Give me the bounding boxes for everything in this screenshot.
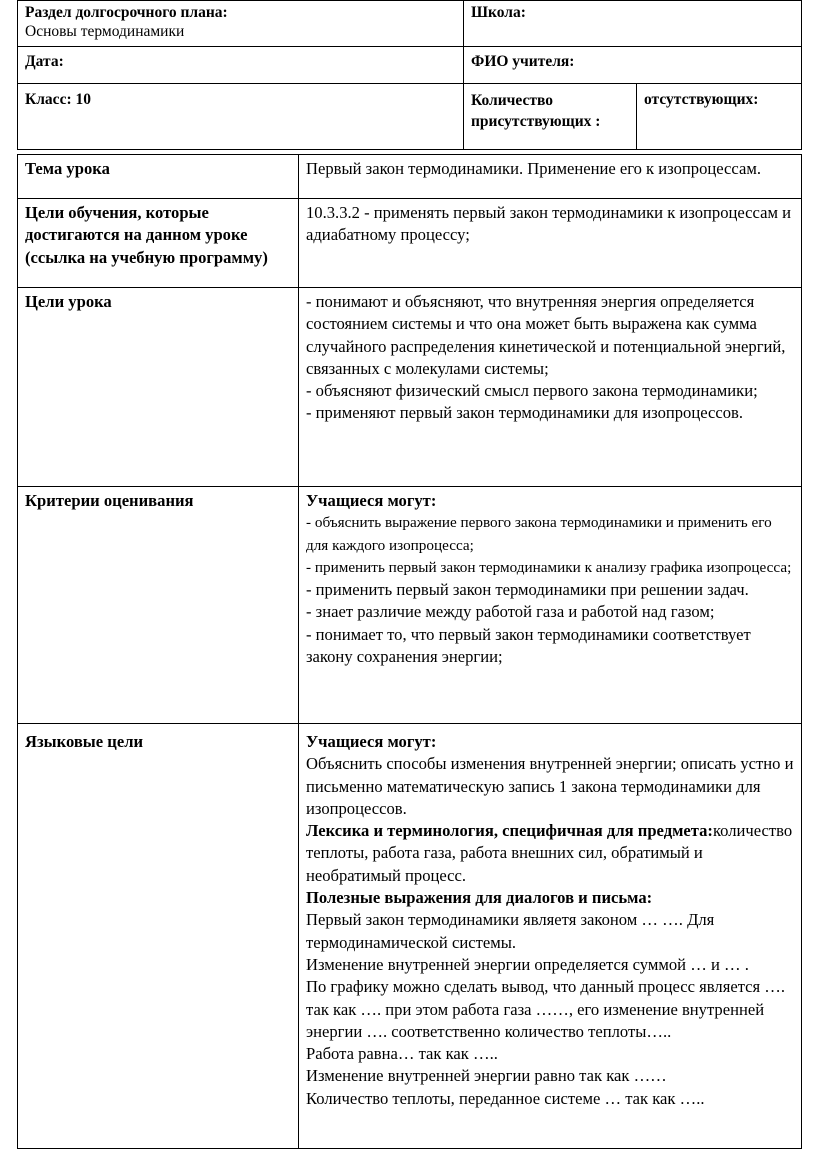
school-label: Школа: <box>471 4 526 21</box>
absent-label: отсутствующих: <box>644 91 759 108</box>
criteria-item: - применить первый закон термодинамики к анализу графика изопроцесса; <box>306 558 792 576</box>
date-label: Дата: <box>25 53 64 70</box>
section-cell <box>18 1 464 47</box>
objectives-label: Цели обучения, которые достигаются на данном уроке (ссылка на учебную программу) <box>18 199 299 288</box>
lesson-goals-row <box>18 288 802 487</box>
goal-item: - объясняют физический смысл первого закона термодинамики; <box>306 381 758 401</box>
criteria-label: Критерии оценивания <box>18 487 299 724</box>
criteria-value <box>299 487 802 724</box>
section-label: Раздел долгосрочного плана: <box>25 4 228 21</box>
goal-item: - применяют первый закон термодинамики для изопроцессов. <box>306 403 744 423</box>
language-value <box>299 724 802 1149</box>
topic-row <box>18 155 802 199</box>
vocab-heading: Лексика и терминология, специфичная для предмета: <box>306 821 713 841</box>
class-cell <box>18 84 464 150</box>
criteria-item: - понимает то, что первый закон термодинамики соответствует закону сохранения энергии; <box>306 624 751 666</box>
phrase-item: Изменение внутренней энергии равно так как …… <box>306 1066 667 1086</box>
school-cell <box>464 1 802 47</box>
criteria-heading: Учащиеся могут: <box>306 491 437 510</box>
criteria-item: - применить первый закон термодинамики при решении задач. <box>306 579 749 599</box>
phrase-item: По графику можно сделать вывод, что данный процесс является …. так как …. при этом работа газа ……, его изменение внутренней энергии …. соответственно количество теплоты….. <box>306 977 786 1041</box>
phrases-heading: Полезные выражения для диалогов и письма: <box>306 888 653 908</box>
language-heading: Учащиеся могут: <box>306 732 437 751</box>
class-label: Класс: 10 <box>25 91 91 108</box>
criteria-item: - объяснить выражение первого закона термодинамики и применить его для каждого изопроцесса; <box>306 514 772 554</box>
lesson-goals-label: Цели урока <box>18 288 299 487</box>
topic-value: Первый закон термодинамики. Применение его к изопроцессам. <box>299 155 802 199</box>
goal-item: - понимают и объясняют, что внутренняя энергия определяется состоянием системы и что она может быть выражена как сумма случайного распределения кинетической и потенциальной энергий, связанных с молекулами системы; <box>306 292 786 378</box>
present-label: Количество присутствующих : <box>471 92 601 130</box>
phrase-item: Работа равна… так как ….. <box>306 1044 498 1064</box>
objectives-value: 10.3.3.2 - применять первый закон термодинамики к изопроцессам и адиабатному процессу; <box>299 199 802 288</box>
header-table <box>17 0 802 150</box>
objectives-row <box>18 199 802 288</box>
language-row <box>18 724 802 1149</box>
phrase-item: Изменение внутренней энергии определяется суммой … и … . <box>306 954 749 974</box>
vocab-text: количество теплоты, работа газа, работа внешних сил, обратимый и необратимый процесс. <box>306 821 793 885</box>
topic-label: Тема урока <box>18 155 299 199</box>
teacher-label: ФИО учителя: <box>471 53 575 70</box>
date-cell <box>18 47 464 84</box>
criteria-item: - знает различие между работой газа и работой над газом; <box>306 602 715 622</box>
criteria-row <box>18 487 802 724</box>
language-label: Языковые цели <box>18 724 299 1149</box>
phrase-item: Количество теплоты, переданное системе … так как ….. <box>306 1088 705 1108</box>
present-cell <box>464 84 637 150</box>
lesson-details-table <box>17 154 802 1149</box>
lesson-goals-value <box>299 288 802 487</box>
language-intro: Объяснить способы изменения внутренней энергии; описать устно и письменно математическую запись 1 закона термодинамики для изопроцессов. <box>306 754 794 818</box>
phrase-item: Первый закон термодинамики являетя законом … …. Для термодинамической системы. <box>306 910 715 952</box>
absent-cell <box>637 84 802 150</box>
lesson-plan-document <box>17 0 802 1149</box>
teacher-cell <box>464 47 802 84</box>
section-value: Основы термодинамики <box>25 23 185 40</box>
